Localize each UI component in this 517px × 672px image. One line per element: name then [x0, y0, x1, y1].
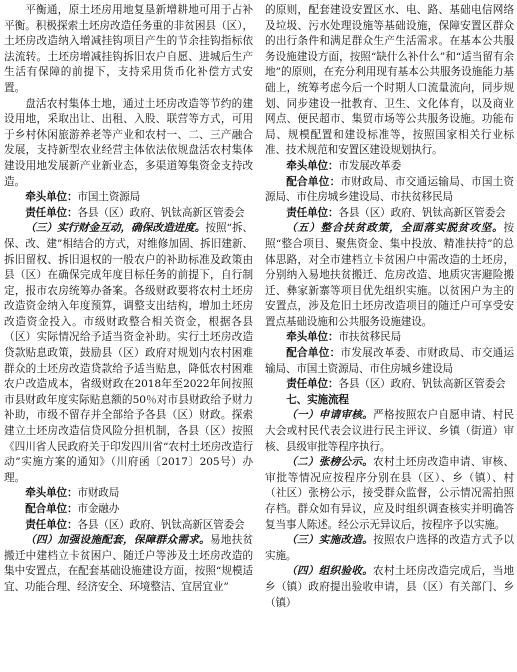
unit-value: 市扶贫移民局 [338, 331, 402, 344]
subsection-heading: （二）张榜公示。 [286, 456, 374, 469]
unit-line [265, 175, 514, 206]
subsection-heading: （一）申请审核。 [286, 409, 374, 422]
subsection-paragraph [265, 455, 514, 533]
unit-value: 市财政局、市交通运输局、市国土资源局、市住房城乡建设局、市扶贫移民局 [265, 175, 514, 204]
unit-line [265, 330, 514, 346]
subsection-heading: （三）实行财金互动，确保改造进度。 [25, 222, 206, 235]
body-paragraph: 的原则，配套建设安置区水、电、路、基础电信网络及垃圾、污水处理设施等基础设施，保障安置区群众的出行条件和满足群众生产生活需求。在基本公共服务设施建设方面，按照“缺什么补什么”和“适当留有余地”的原则，在充分利用现有基本公共服务设施能力基础上，统筹考虑今后一个时期人口流量流向，同步规划、同步建设一批教育、卫生、文化体育，以及商业网点、便民超市、集贸市场等公共服务设施。功能布局、规模配置和建设标准等，按照国家相关行业标准、技术规范和安置区建设规划执行。 [265, 4, 514, 157]
unit-value: 各县（区）政府、钒钛高新区管委会 [77, 206, 245, 219]
section-heading: 七、实施流程 [286, 393, 349, 406]
left-column [4, 3, 253, 596]
subsection-text: 按照“整合项目、聚焦资金、集中投放、精准扶持”的总体思路，对全市建档立卡贫困户中需改造的土坯房，分别纳入易地扶贫搬迁、危房改造、地质灾害避险搬迁、彝家新寨等项目优先组织实施。以贫困户为主的安置点，涉及危旧土坯房改造项目的随迁户可享受安置点基础设施和公共服务设施建设。 [265, 222, 514, 328]
subsection-heading: （三）实施改造。 [286, 534, 374, 547]
subsection-paragraph [265, 221, 514, 330]
subsection-text: 易地扶贫搬迁中建档立卡贫困户、随迁户等涉及土坯房改造的集中安置点，在配套基础设施建设方面，按照“规模适宜、功能合理、经济安全、环境整洁、宜居宜业” [4, 534, 254, 593]
unit-value: 各县（区）政府、钒钛高新区管委会 [338, 206, 506, 219]
body-paragraph: 平衡通，原土坯房用地复垦新增耕地可用于占补平衡。积极探索土坯房改造任务重的非贫困县（区），土坯房改造纳入增减挂钩项目产生的节余挂钩指标依法流转。土坯房增减挂钩拆旧农户自愿、进城后生产生活有保障的前提下，支持采用货币化补偿方式安置。 [4, 4, 253, 94]
right-column [265, 3, 514, 611]
unit-label: 配合单位： [25, 503, 78, 515]
unit-value: 市发展改革委 [338, 159, 402, 172]
unit-line [4, 502, 253, 518]
subsection-text: 农村土坯房改造申请、审核、审批等情况应按程序分别在县（区）、乡（镇）、村（社区）张榜公示，接受群众监督，公示情况需拍照存档。群众如有异议，应及时组织调查核实并明确答复当事人陈述。经公示无异议后，按程序予以实施。 [265, 456, 514, 531]
subsection-text: 按照“拆、保、改、建”相结合的方式，对维修加固、拆旧建新、拆旧留权、拆旧退权的一般农户的补助标准及政策由县（区）在确保完成年度目标任务的前提下，自行制定，报市农房统筹办备案。各级财政要将农村土坯房改造资金纳入年度预算，调整支出结构，增加土坯房改造资金投入。市级财政整合相关资金，根据各县（区）实际情况给予适当资金补助。实行土坯房改造贷款贴息政策，鼓励县（区）政府对规划内农村困难群众的土坯房改造贷款给予适当贴息，降低农村困难农户改造成本，省级财政在2018年至2022年间按照市县财政年度实际贴息额的50％对市县财政给予财力补助，市级不留存并全部给予各县（区）财政。探索建立土坯房改造信贷风险分担机制，各县（区）按照《四川省人民政府关于印发四川省“农村土坯房改造行动”实施方案的通知》（川府函〔2017〕205号）办理。 [4, 222, 253, 484]
subsection-paragraph [265, 408, 514, 455]
unit-label: 牵头单位： [286, 331, 339, 344]
subsection-paragraph [265, 533, 514, 564]
subsection-paragraph [4, 533, 253, 595]
unit-value: 市发展改革委、市财政局、市交通运输局、市国土资源局、市住房城乡建设局 [265, 347, 514, 375]
unit-value: 市国土资源局 [77, 191, 141, 204]
unit-value: 市财政局 [77, 487, 120, 500]
responsible-unit-line [265, 206, 514, 222]
unit-label: 牵头单位： [25, 487, 78, 500]
unit-line [265, 159, 514, 175]
responsible-unit-line [4, 518, 253, 534]
subsection-text: 农村土坯房改造完成后，当地乡（镇）政府提出验收申请，县（区）有关部门、乡（镇） [265, 565, 514, 609]
subsection-paragraph [265, 564, 514, 611]
subsection-text: 严格按照农户自愿申请、村民大会或村民代表会议进行民主评议、乡镇（街道）审核、县级审批等程序执行。 [265, 409, 514, 453]
unit-label: 责任单位： [286, 378, 339, 391]
unit-label: 责任单位： [286, 206, 339, 219]
unit-label: 责任单位： [25, 518, 78, 531]
subsection-heading: （四）组织验收。 [286, 565, 374, 578]
subsection-heading: （四）加强设施配套，保障群众需求。 [25, 534, 210, 547]
unit-label: 配合单位： [286, 347, 341, 360]
unit-label: 牵头单位： [286, 159, 339, 172]
responsible-unit-line [4, 206, 253, 222]
unit-label: 牵头单位： [25, 191, 78, 204]
unit-value: 各县（区）政府、钒钛高新区管委会 [77, 518, 245, 531]
unit-line [265, 346, 514, 377]
unit-label: 配合单位： [286, 175, 341, 188]
unit-line [4, 190, 253, 206]
unit-value: 各县（区）政府、钒钛高新区管委会 [338, 378, 506, 391]
subsection-text: 按照农户选择的改造方式予以实施。 [265, 534, 514, 562]
subsection-paragraph [4, 221, 253, 486]
subsection-heading: （五）整合扶贫政策，全面落实脱贫攻坚。 [286, 222, 504, 235]
unit-label: 责任单位： [25, 206, 78, 219]
unit-line [4, 486, 253, 502]
responsible-unit-line [265, 377, 514, 393]
body-paragraph: 盘活农村集体土地，通过土坯房改造等节约的建设用地，采取出让、出租、入股、联营等方式，可用于乡村休闲旅游养老等产业和农村一、二、三产融合发展，支持新型农业经营主体依法依规盘活农村集体建设用地发展新产业新业态，多渠道筹集资金支持改造。 [4, 97, 253, 188]
unit-value: 市金融办 [77, 503, 120, 515]
